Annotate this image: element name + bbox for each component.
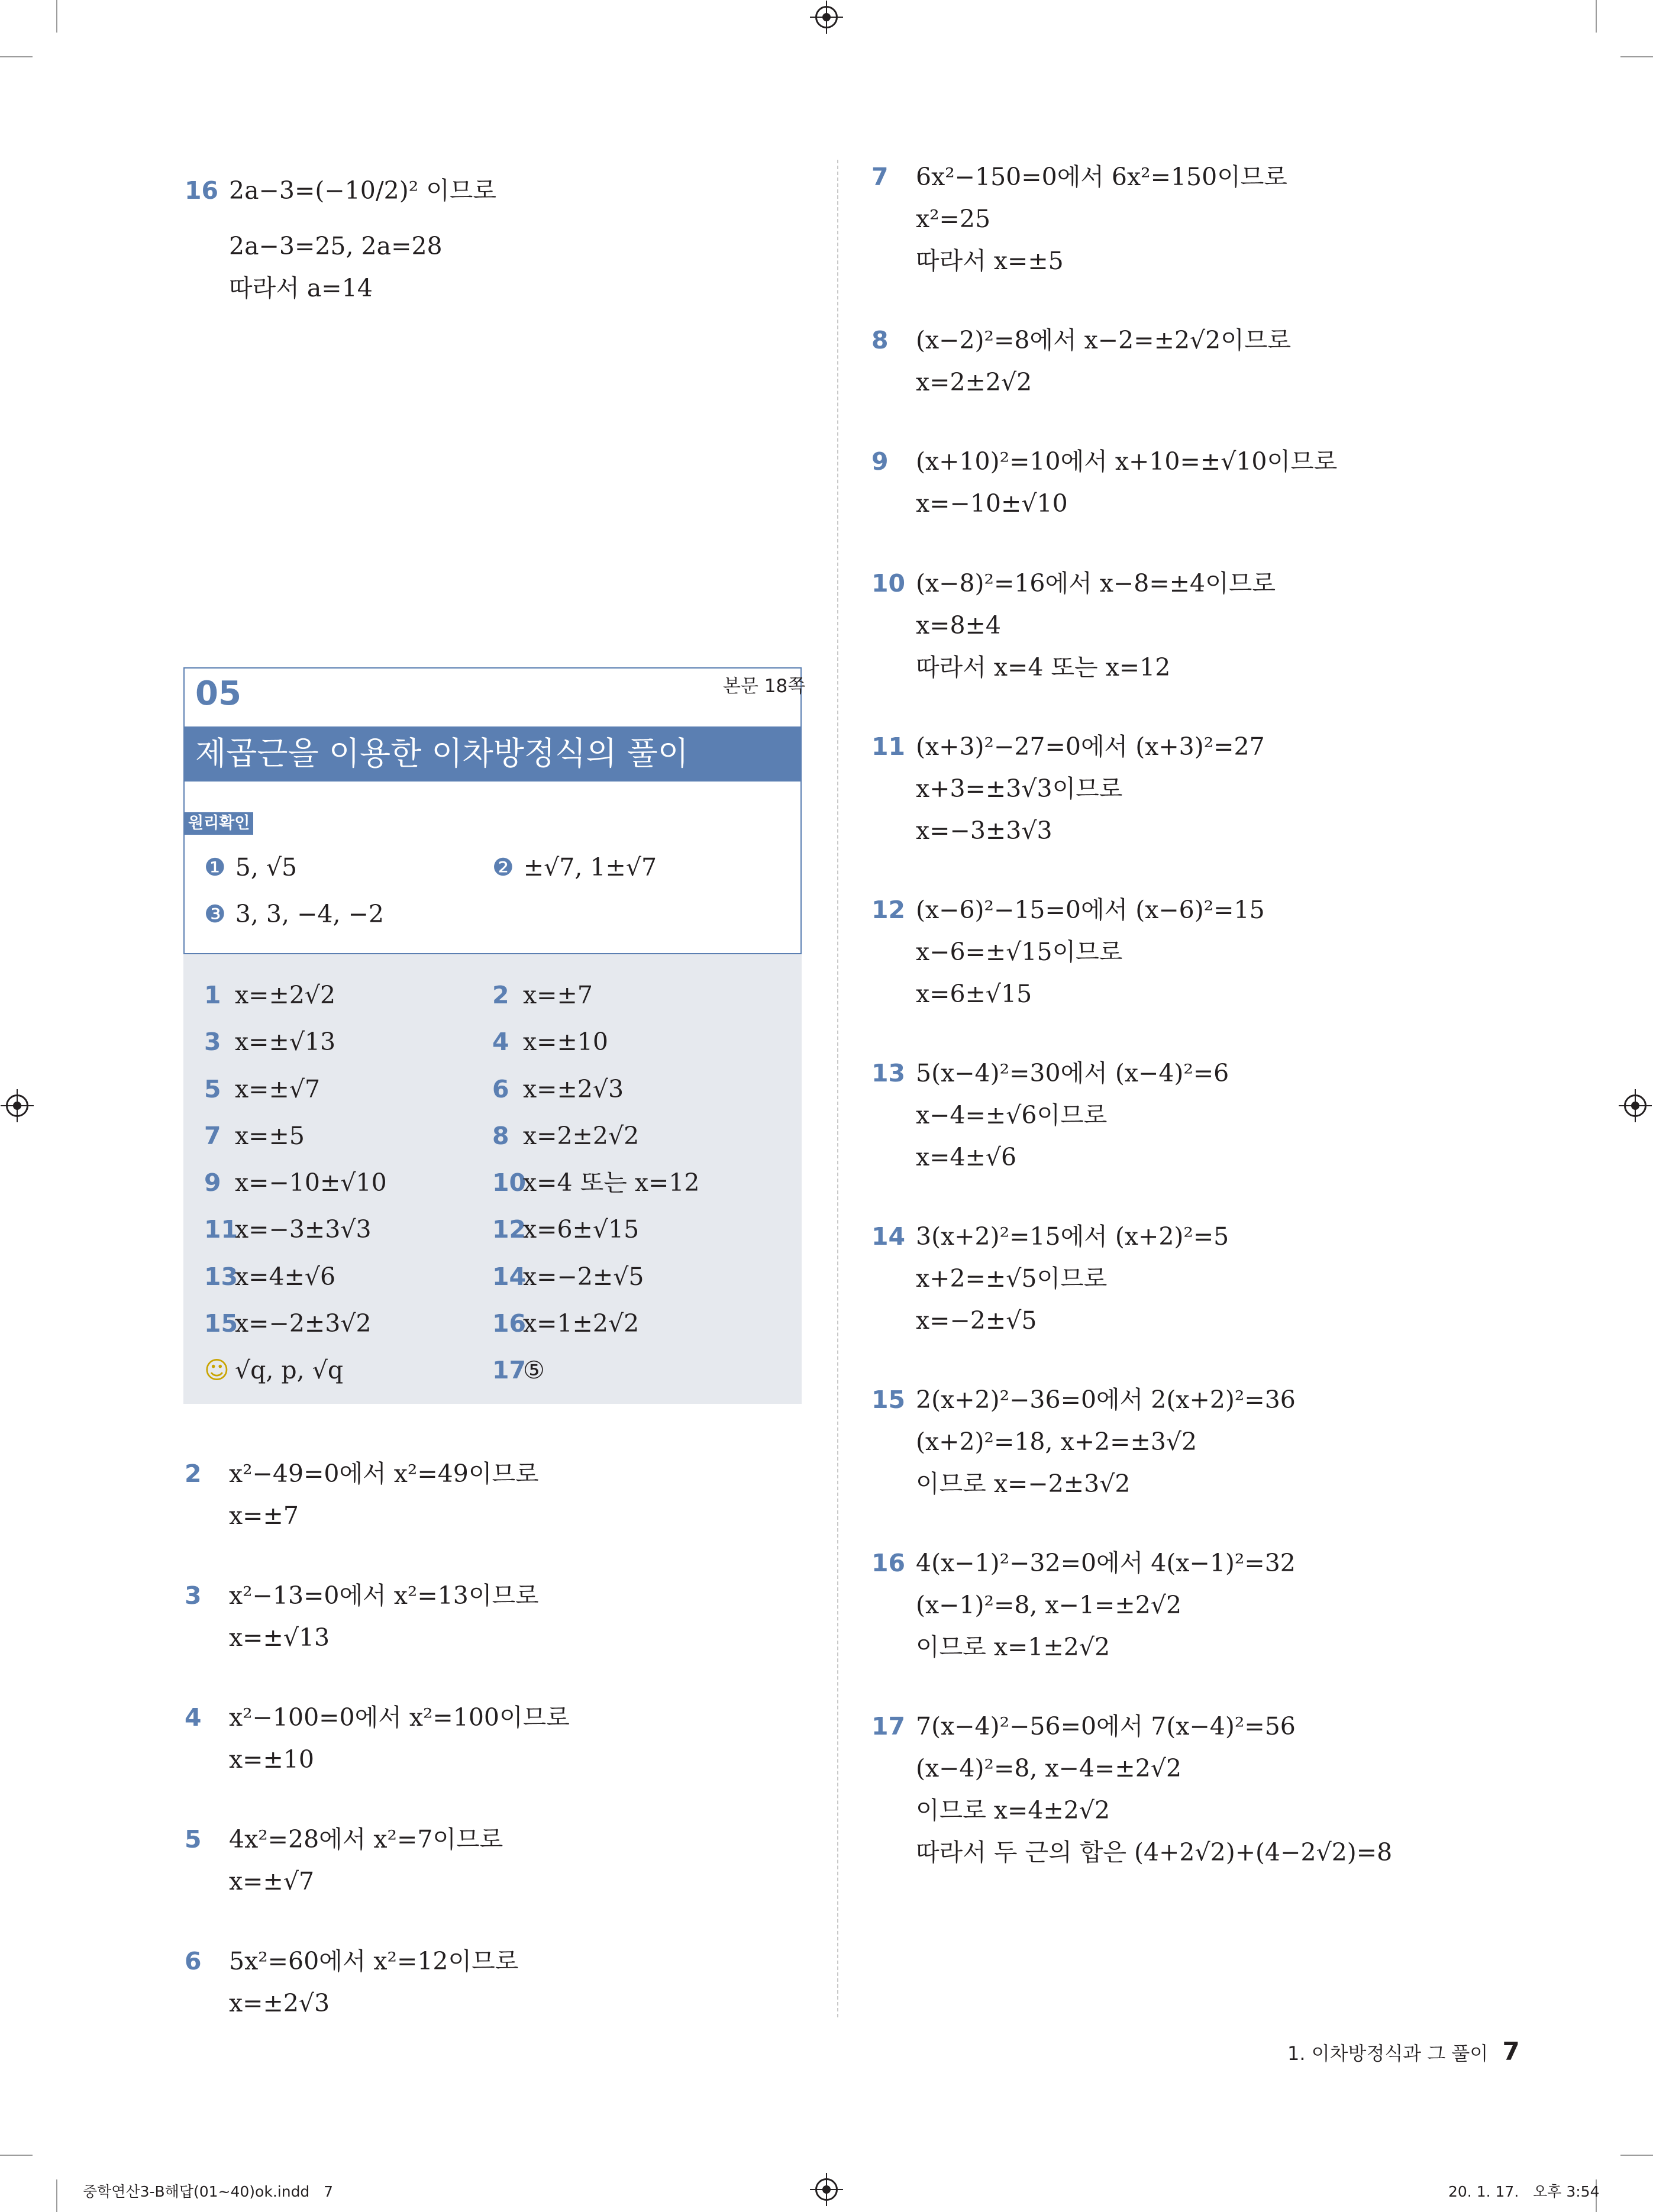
- solution-line: x²−100=0에서 x²=100이므로: [229, 1703, 570, 1732]
- crop-mark: [56, 2179, 57, 2212]
- answer-item: [204, 1303, 372, 1344]
- answer-item: [492, 1256, 644, 1297]
- answer-number: 15: [204, 1309, 238, 1338]
- solution-line: 따라서 a=14: [229, 274, 373, 302]
- solution-line: x²−49=0에서 x²=49이므로: [229, 1459, 539, 1488]
- section-title: 제곱근을 이용한 이차방정식의 풀이: [195, 735, 689, 772]
- answer-number: 6: [492, 1075, 509, 1103]
- solution-line: 3(x+2)²=15에서 (x+2)²=5: [916, 1222, 1229, 1251]
- crop-mark: [1620, 56, 1653, 57]
- solution-number: 9: [871, 447, 889, 476]
- solution-number: 11: [871, 732, 906, 761]
- solution-line: 이므로 x=1±2√2: [916, 1633, 1110, 1661]
- answer-number: 9: [204, 1168, 221, 1197]
- solution-number: 16: [871, 1549, 906, 1577]
- answer-text: x=±10: [523, 1028, 609, 1056]
- solution-line: x+3=±3√3이므로: [916, 774, 1123, 803]
- solution-line: 5x²=60에서 x²=12이므로: [229, 1947, 519, 1975]
- solution-line: (x+10)²=10에서 x+10=±√10이므로: [916, 447, 1338, 476]
- answer-text: x=6±√15: [523, 1215, 640, 1244]
- solution-line: x=±7: [229, 1501, 299, 1530]
- answer-text: x=±2√3: [523, 1075, 624, 1103]
- solution-line: 이므로 x=4±2√2: [916, 1796, 1110, 1825]
- solution-line: x=8±4: [916, 611, 1002, 640]
- concept-text: 3, 3, −4, −2: [235, 900, 385, 928]
- solution-line: x=−2±√5: [916, 1306, 1037, 1335]
- solution-number: 17: [871, 1712, 906, 1740]
- answer-text: √q, p, √q: [235, 1356, 344, 1384]
- answer-item: [204, 1021, 335, 1063]
- answer-text: x=±√7: [235, 1075, 321, 1103]
- column-divider: [837, 160, 838, 2017]
- registration-mark-icon: [815, 2178, 838, 2201]
- answer-number: 3: [204, 1028, 221, 1056]
- answer-item: [204, 1349, 343, 1391]
- solution-line: x=±√13: [229, 1623, 330, 1652]
- page-reference: 본문 18쪽: [723, 676, 806, 697]
- solution-line: x²−13=0에서 x²=13이므로: [229, 1581, 539, 1610]
- answer-item: [204, 1115, 305, 1157]
- answer-item: [492, 1209, 639, 1250]
- answer-number: 11: [204, 1215, 238, 1244]
- answer-number: 1: [204, 981, 221, 1009]
- solution-number: 4: [185, 1703, 202, 1732]
- solution-number: 6: [185, 1947, 202, 1975]
- answer-number: 10: [492, 1168, 527, 1197]
- solution-line: (x−8)²=16에서 x−8=±4이므로: [916, 569, 1276, 598]
- solution-line: x−6=±√15이므로: [916, 938, 1123, 966]
- answer-item: [204, 1209, 372, 1250]
- concept-mark: ❷: [492, 853, 514, 881]
- solution-line: x+2=±√5이므로: [916, 1264, 1108, 1293]
- answer-number: 8: [492, 1122, 509, 1150]
- concept-text: 5, √5: [235, 853, 298, 881]
- solution-number: 5: [185, 1825, 202, 1853]
- solution-number: 8: [871, 326, 889, 354]
- solution-line: 7(x−4)²−56=0에서 7(x−4)²=56: [916, 1712, 1296, 1740]
- solution-line: x=4±√6: [916, 1143, 1017, 1171]
- solution-number: 16: [185, 176, 219, 205]
- solution-number: 12: [871, 896, 906, 924]
- answer-item: [204, 1162, 387, 1203]
- solution-line: 이므로 x=−2±3√2: [916, 1470, 1131, 1498]
- answer-item: [492, 1162, 700, 1203]
- solution-line: x=2±2√2: [916, 368, 1032, 396]
- concept-item: [204, 893, 384, 935]
- answer-text: x=−3±3√3: [235, 1215, 372, 1244]
- smiley-icon: ☺: [204, 1356, 230, 1384]
- crop-mark: [0, 2155, 33, 2156]
- section-number: 05: [195, 674, 241, 713]
- solution-line: 따라서 x=4 또는 x=12: [916, 653, 1171, 682]
- answer-text: x=±√13: [235, 1028, 336, 1056]
- registration-mark-icon: [1624, 1094, 1646, 1117]
- answer-item: [492, 1021, 608, 1063]
- solution-line: 2(x+2)²−36=0에서 2(x+2)²=36: [916, 1386, 1296, 1414]
- answer-number: 5: [204, 1075, 221, 1103]
- answer-text: x=4 또는 x=12: [523, 1168, 700, 1197]
- solution-line: (x−4)²=8, x−4=±2√2: [916, 1754, 1182, 1782]
- registration-mark-icon: [6, 1094, 28, 1117]
- running-footer: [1287, 2034, 1520, 2071]
- answer-number: 4: [492, 1028, 509, 1056]
- answer-item: [492, 1115, 639, 1157]
- answer-item: [204, 974, 335, 1016]
- solution-number: 7: [871, 163, 889, 191]
- print-timestamp: 20. 1. 17. 오후 3:54: [1448, 2183, 1600, 2200]
- answer-number: 2: [492, 981, 509, 1009]
- answer-text: x=−2±√5: [523, 1262, 644, 1291]
- solution-number: 15: [871, 1386, 906, 1414]
- concept-item: [492, 847, 657, 888]
- solution-line: (x+3)²−27=0에서 (x+3)²=27: [916, 732, 1265, 761]
- solution-line: x=6±√15: [916, 980, 1032, 1008]
- answer-item: [492, 1349, 545, 1391]
- answer-text: x=−10±√10: [235, 1168, 387, 1197]
- concept-mark: ❶: [204, 853, 226, 881]
- solution-line: 따라서 두 근의 합은 (4+2√2)+(4−2√2)=8: [916, 1838, 1393, 1867]
- crop-mark: [0, 56, 33, 57]
- answer-text: x=−2±3√2: [235, 1309, 372, 1338]
- answer-item: [492, 974, 593, 1016]
- solution-line: 5(x−4)²=30에서 (x−4)²=6: [916, 1059, 1229, 1087]
- solution-line: 2a−3=(−10/2)² 이므로: [229, 176, 497, 205]
- solution-line: (x−1)²=8, x−1=±2√2: [916, 1591, 1182, 1619]
- page-number: 7: [1502, 2037, 1520, 2066]
- answer-number: 16: [492, 1309, 527, 1338]
- solution-line: 4(x−1)²−32=0에서 4(x−1)²=32: [916, 1549, 1296, 1577]
- solution-number: 3: [185, 1581, 202, 1610]
- solution-line: 6x²−150=0에서 6x²=150이므로: [916, 163, 1288, 191]
- solution-line: (x+2)²=18, x+2=±3√2: [916, 1428, 1197, 1456]
- solution-line: (x−6)²−15=0에서 (x−6)²=15: [916, 896, 1265, 924]
- solution-line: x=−10±√10: [916, 489, 1068, 518]
- crop-mark: [1596, 0, 1597, 33]
- solution-line: (x−2)²=8에서 x−2=±2√2이므로: [916, 326, 1292, 354]
- crop-mark: [56, 0, 57, 33]
- solution-line: x=±√7: [229, 1867, 315, 1895]
- solution-line: x²=25: [916, 205, 991, 233]
- solution-number: 14: [871, 1222, 906, 1251]
- answer-text: x=±5: [235, 1122, 305, 1150]
- answer-text: ⑤: [523, 1356, 545, 1384]
- answer-item: [204, 1068, 320, 1110]
- solution-line: x=−3±3√3: [916, 816, 1053, 845]
- chapter-label: 1. 이차방정식과 그 풀이: [1287, 2042, 1489, 2065]
- solution-line: x=±10: [229, 1745, 315, 1774]
- concept-item: [204, 847, 297, 888]
- answer-text: x=1±2√2: [523, 1309, 640, 1338]
- answer-number: 17: [492, 1356, 527, 1384]
- answer-item: [492, 1068, 624, 1110]
- answer-text: x=4±√6: [235, 1262, 336, 1291]
- concept-text: ±√7, 1±√7: [523, 853, 657, 881]
- registration-mark-icon: [815, 6, 838, 28]
- answer-number: 13: [204, 1262, 238, 1291]
- answer-number: 14: [492, 1262, 527, 1291]
- crop-mark: [1620, 2155, 1653, 2156]
- answer-number: 12: [492, 1215, 527, 1244]
- file-slug: 중학연산3-B해답(01~40)ok.indd 7: [83, 2183, 334, 2200]
- answer-item: [204, 1256, 335, 1297]
- solution-line: x−4=±√6이므로: [916, 1101, 1108, 1129]
- answer-text: x=±2√2: [235, 981, 336, 1009]
- concept-mark: ❸: [204, 900, 226, 928]
- solution-line: x=±2√3: [229, 1989, 330, 2017]
- answer-number: 7: [204, 1122, 221, 1150]
- solution-line: 4x²=28에서 x²=7이므로: [229, 1825, 503, 1853]
- answer-item: [492, 1303, 639, 1344]
- concept-tag: 원리확인: [185, 812, 253, 835]
- solution-number: 13: [871, 1059, 906, 1087]
- solution-line: 2a−3=25, 2a=28: [229, 232, 443, 260]
- solution-line: 따라서 x=±5: [916, 247, 1064, 275]
- answer-text: x=±7: [523, 981, 593, 1009]
- solution-number: 10: [871, 569, 906, 598]
- answer-text: x=2±2√2: [523, 1122, 640, 1150]
- solution-number: 2: [185, 1459, 202, 1488]
